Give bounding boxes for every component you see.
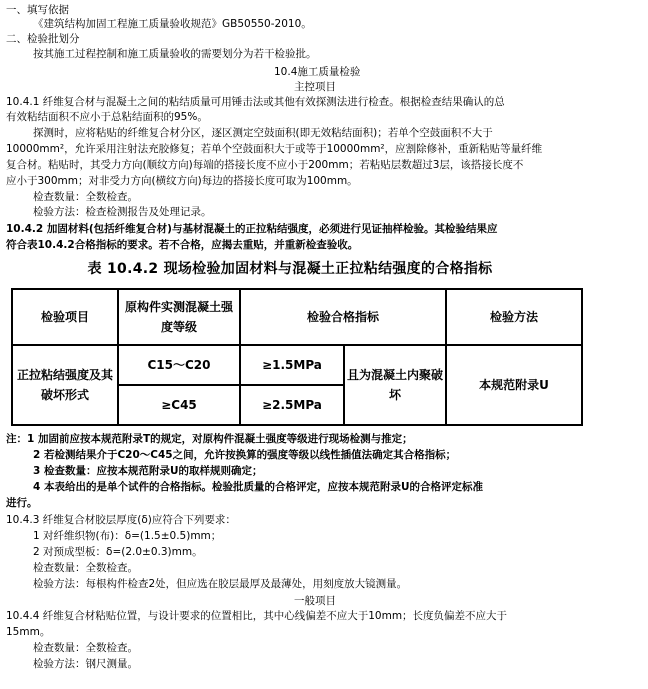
note-4-line1: 4 本表给出的是单个试件的合格指标。检验批质量的合格评定，应按本规范附录U的合格评定标准 [33,481,483,493]
check-method-3: 检验方法：每根构件检查2处，但应选在胶层最厚及最薄处，用刻度放大镜测量。 [33,578,408,590]
clause-10-4-2-line1: 10.4.2 加固材料(包括纤维复合材)与基材混凝土的正拉粘结强度，必须进行见证抽样检验。其检验结果应 [6,223,498,235]
clause-10-4-1-line5: 复合材。粘贴时，其受力方向(顺纹方向)每端的搭接长度不应小于200mm；若粘贴层数超过3层，该搭接长度不 [6,159,524,171]
header-strength: 原构件实测混凝土强度等级 [118,289,240,345]
clause-10-4-2-line2: 符合表10.4.2合格指标的要求。若不合格，应揭去重贴，并重新检查验收。 [6,239,359,251]
note-4-line2: 进行。 [6,497,38,509]
header-method: 检验方法 [446,289,582,345]
header-criteria: 检验合格指标 [240,289,446,345]
section-heading-batch: 二、检验批划分 [6,33,80,45]
table-title: 表 10.4.2 现场检验加固材料与混凝土正拉粘结强度的合格指标 [87,261,493,277]
basis-text: 《建筑结构加固工程施工质量验收规范》GB50550-2010。 [33,18,312,30]
clause-10-4-3-item1: 1 对纤维织物(布)：δ=(1.5±0.5)mm； [33,530,222,542]
check-method-1: 检验方法：检查检测报告及处理记录。 [33,206,212,218]
note-1: 注：1 加固前应按本规范附录T的规定，对原构件混凝土强度等级进行现场检测与推定； [6,433,413,445]
clause-10-4-1-line3: 探测时，应将粘贴的纤维复合材分区，逐区测定空鼓面积(即无效粘结面积)；若单个空鼓面积不大于 [33,127,493,139]
main-items-heading: 主控项目 [294,81,336,93]
method-cell: 本规范附录U [446,345,582,425]
clause-10-4-1-line1: 10.4.1 纤维复合材与混凝土之间的粘结质量可用锤击法或其他有效探测法进行检查。根据检查结果确认的总 [6,96,505,108]
clause-10-4-4-line1: 10.4.4 纤维复合材粘贴位置，与设计要求的位置相比，其中心线偏差不应大于10mm；长度负偏差不应大于 [6,610,508,622]
check-quantity-3: 检查数量：全数检查。 [33,562,138,574]
clause-10-4-3: 10.4.3 纤维复合材胶层厚度(δ)应符合下列要求： [6,514,236,526]
section-heading-basis: 一、填写依据 [6,4,69,16]
grade-cell-1: C15～C20 [118,345,240,385]
item-cell: 正拉粘结强度及其破坏形式 [12,345,118,425]
clause-10-4-3-item2: 2 对预成型板：δ=(2.0±0.3)mm。 [33,546,203,558]
check-quantity-4: 检查数量：全数检查。 [33,642,138,654]
batch-text: 按其施工过程控制和施工质量验收的需要划分为若干检验批。 [33,48,317,60]
header-item: 检验项目 [12,289,118,345]
value-cell-1: ≥1.5MPa [240,345,344,385]
clause-10-4-1-line4: 10000mm²，允许采用注射法充胶修复；若单个空鼓面积大于或等于10000mm²，应割除修补，重新粘贴等量纤维 [6,143,543,155]
note-3: 3 检查数量：应按本规范附录U的取样规则确定； [33,465,263,477]
clause-10-4-4-line2: 15mm。 [6,626,51,638]
grade-cell-2: ≥C45 [118,385,240,425]
value-cell-2: ≥2.5MPa [240,385,344,425]
failure-cell: 且为混凝土内聚破坏 [344,345,446,425]
check-method-4: 检验方法：钢尺测量。 [33,658,138,670]
subsection-title: 10.4施工质量检验 [274,66,361,78]
check-quantity-1: 检查数量：全数检查。 [33,191,138,203]
clause-10-4-1-line6: 应小于300mm；对非受力方向(横纹方向)每边的搭接长度可取为100mm。 [6,175,358,187]
clause-10-4-1-line2: 有效粘结面积不应小于总粘结面积的95%。 [6,111,208,123]
bond-strength-table [11,288,583,426]
note-2: 2 若检测结果介于C20～C45之间，允许按换算的强度等级以线性插值法确定其合格指标； [33,449,457,461]
general-items-heading: 一般项目 [294,595,336,607]
